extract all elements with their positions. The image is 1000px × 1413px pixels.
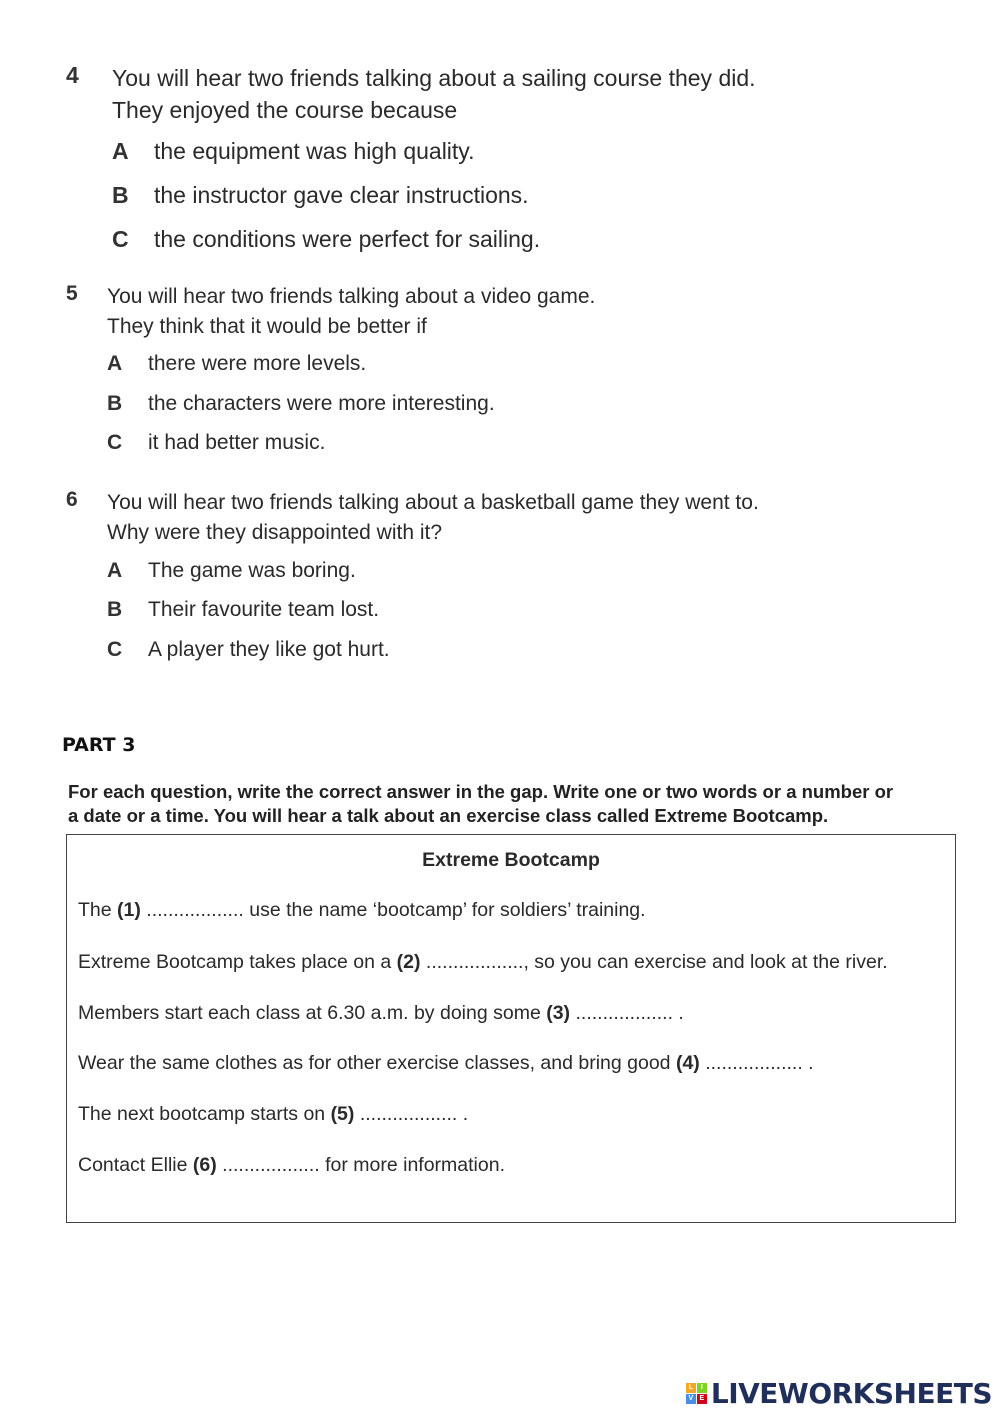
option-letter: C (112, 226, 129, 252)
gap-line-4: Wear the same clothes as for other exercise classes, and bring good (4) .................. . (78, 1052, 814, 1074)
liveworksheets-logo (686, 1378, 992, 1408)
option-a[interactable] (112, 138, 475, 165)
option-text: the instructor gave clear instructions. (154, 182, 529, 208)
part-title: PART 3 (62, 734, 136, 756)
question-stem: You will hear two friends talking about a basketball game they went to. Why were they disappointed with it? (107, 491, 759, 544)
gap-line-3: Members start each class at 6.30 a.m. by doing some (3) .................. . (78, 1002, 684, 1024)
option-letter: B (112, 182, 129, 208)
answer-gap[interactable]: .................. . (570, 1002, 684, 1024)
option-text: The game was boring. (148, 559, 356, 582)
option-c[interactable] (107, 638, 390, 662)
option-c[interactable] (112, 226, 540, 253)
gap-line-1: The (1) .................. use the name ‘bootcamp’ for soldiers’ training. (78, 899, 646, 921)
option-a[interactable] (107, 352, 366, 376)
question-number: 4 (66, 62, 79, 88)
option-letter: A (112, 138, 129, 164)
gap-number: (4) (675, 1052, 700, 1074)
logo-icon: L I V E (686, 1383, 707, 1404)
gap-number: (5) (330, 1103, 355, 1125)
gap-line-6: Contact Ellie (6) .................. for more information. (78, 1154, 505, 1176)
gap-number: (6) (192, 1154, 217, 1176)
gap-number: (1) (117, 899, 141, 921)
answer-gap[interactable]: .................. use the name ‘bootcamp’ for soldiers’ training. (140, 899, 646, 921)
option-letter: C (107, 638, 123, 661)
option-letter: B (107, 392, 123, 415)
option-letter: B (107, 598, 123, 621)
option-b[interactable] (107, 598, 379, 622)
option-text: A player they like got hurt. (148, 638, 390, 661)
gap-line-2: Extreme Bootcamp takes place on a (2) .................., so you can exercise and look at the river. (78, 951, 888, 973)
question-stem: You will hear two friends talking about a video game. They think that it would be better if (107, 285, 596, 338)
option-letter: A (107, 352, 123, 375)
option-b[interactable] (112, 182, 529, 209)
gap-number: (3) (546, 1002, 571, 1024)
option-text: the equipment was high quality. (154, 138, 475, 164)
gap-fill-box (66, 834, 956, 1223)
answer-gap[interactable]: .................. for more information. (216, 1154, 505, 1176)
option-letter: A (107, 559, 123, 582)
option-b[interactable] (107, 392, 495, 416)
answer-gap[interactable]: .................., so you can exercise and look at the river. (420, 951, 888, 973)
answer-gap[interactable]: .................. . (699, 1052, 814, 1074)
question-stem: You will hear two friends talking about a sailing course they did. They enjoyed the course because (112, 65, 756, 123)
question-number: 6 (66, 488, 78, 511)
option-text: the conditions were perfect for sailing. (154, 226, 541, 252)
option-a[interactable] (107, 559, 356, 583)
option-letter: C (107, 431, 123, 454)
gap-line-5: The next bootcamp starts on (5) .................. . (78, 1103, 469, 1125)
option-text: the characters were more interesting. (148, 392, 495, 415)
gap-number: (2) (396, 951, 421, 973)
option-text: there were more levels. (148, 352, 367, 375)
answer-gap[interactable]: .................. . (354, 1103, 469, 1125)
option-c[interactable] (107, 431, 325, 455)
option-text: it had better music. (148, 431, 326, 454)
logo-text: LIVEWORKSHEETS (710, 1376, 992, 1410)
option-text: Their favourite team lost. (148, 598, 380, 621)
part-instructions: For each question, write the correct answer in the gap. Write one or two words or a number or a date or a time. You will hear a talk about an exercise class called Extreme Bootcamp. (68, 781, 894, 826)
question-number: 5 (66, 282, 78, 305)
box-title: Extreme Bootcamp (422, 849, 600, 871)
